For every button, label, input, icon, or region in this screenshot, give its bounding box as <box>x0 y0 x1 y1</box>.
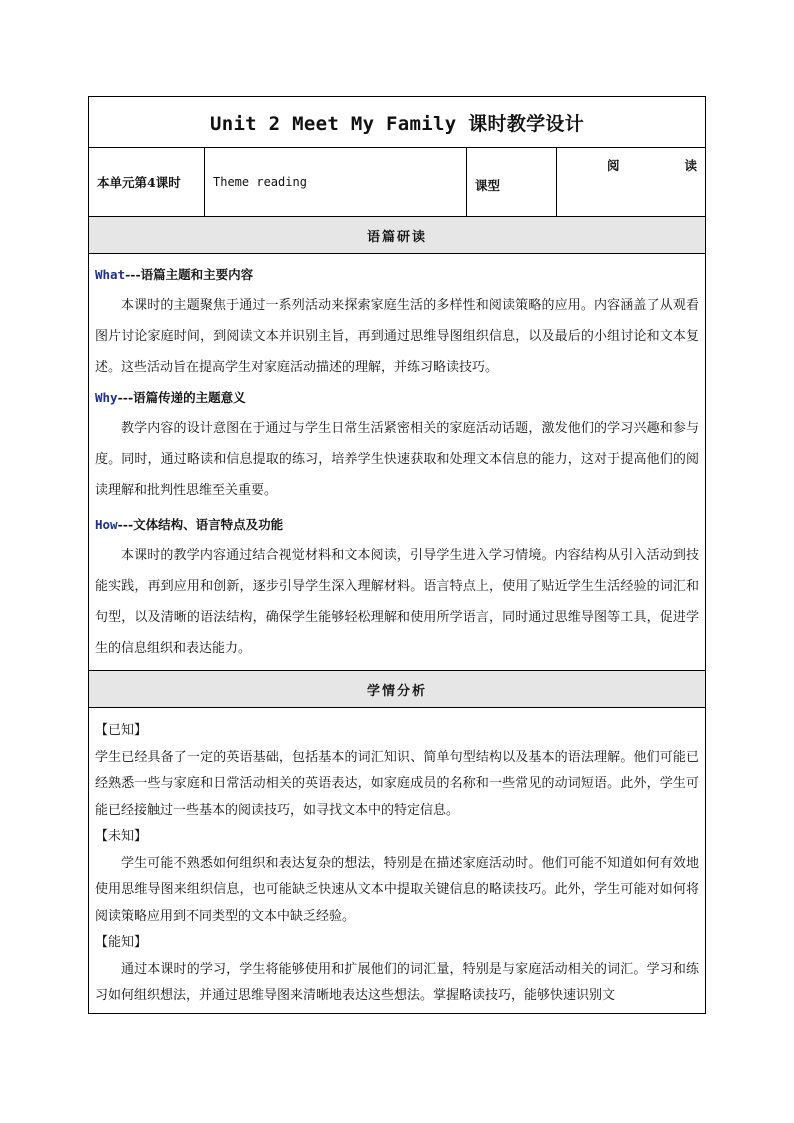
section-learner-analysis-body <box>89 708 705 1010</box>
why-heading <box>95 383 699 413</box>
lesson-type-value <box>557 148 705 216</box>
section-text-analysis-body <box>89 254 705 671</box>
known-heading: 【已知】 <box>95 723 148 738</box>
how-heading <box>95 510 699 540</box>
unknown-paragraph: 学生可能不熟悉如何组织和表达复杂的想法，特别是在描述家庭活动时。他们可能不知道如何有效地使用思维导图来组织信息，也可能缺乏快速从文本中提取关键信息的略读技巧。此外，学生可能对如何将阅读策略应用到不同类型的文本中缺乏经验。 <box>95 855 699 924</box>
why-paragraph: 教学内容的设计意图在于通过与学生日常生活紧密相关的家庭活动话题，激发他们的学习兴趣和参与度。同时，通过略读和信息提取的练习，培养学生快速获取和处理文本信息的能力，这对于提高他们的阅读理解和批判性思维至关重要。 <box>95 421 699 498</box>
lesson-type-label: 课型 <box>467 148 557 216</box>
lesson-plan-table <box>88 96 706 1014</box>
what-paragraph: 本课时的主题聚焦于通过一系列活动来探索家庭生活的多样性和阅读策略的应用。内容涵盖了从观看图片讨论家庭时间，到阅读文本并识别主旨，再到通过思维导图组织信息，以及最后的小组讨论和文本复述。这些活动旨在提高学生对家庭活动描述的理解，并练习略读技巧。 <box>95 298 699 375</box>
known-paragraph: 学生已经具备了一定的英语基础，包括基本的词汇知识、简单句型结构以及基本的语法理解。他们可能已经熟悉一些与家庭和日常活动相关的英语表达，如家庭成员的名称和一些常见的动词短语。此外，学生可能已经接触过一些基本的阅读技巧，如寻找文本中的特定信息。 <box>95 749 699 818</box>
how-heading-en: How <box>95 517 118 532</box>
unknown-heading: 【未知】 <box>95 829 148 844</box>
what-heading-en: What <box>95 267 126 282</box>
section-text-analysis-header: 语篇研读 <box>89 217 705 254</box>
how-heading-zh: ---文体结构、语言特点及功能 <box>117 517 284 532</box>
why-heading-zh: ---语篇传递的主题意义 <box>117 390 246 405</box>
how-paragraph: 本课时的教学内容通过结合视觉材料和文本阅读，引导学生进入学习情境。内容结构从引入活动到技能实践，再到应用和创新，逐步引导学生深入理解材料。语言特点上，使用了贴近学生生活经验的词汇和句型，以及清晰的语法结构，确保学生能够轻松理解和使用所学语言，同时通过思维导图等工具，促进学生的信息组织和表达能力。 <box>95 548 699 656</box>
able-heading: 【能知】 <box>95 935 148 950</box>
lesson-type-char-1: 阅 <box>607 158 620 173</box>
lesson-number-label: 本单元第4课时 <box>89 148 205 216</box>
why-heading-en: Why <box>95 390 118 405</box>
page-title: Unit 2 Meet My Family 课时教学设计 <box>89 97 705 148</box>
lesson-topic-value: Theme reading <box>205 148 467 216</box>
lesson-info-row <box>89 148 705 217</box>
what-heading <box>95 260 699 290</box>
lesson-type-char-2: 读 <box>684 158 697 173</box>
able-paragraph: 通过本课时的学习，学生将能够使用和扩展他们的词汇量，特别是与家庭活动相关的词汇。学习和练习如何组织想法，并通过思维导图来清晰地表达这些想法。掌握略读技巧，能够快速识别文 <box>95 961 699 1003</box>
what-heading-zh: ---语篇主题和主要内容 <box>125 267 254 282</box>
section-learner-analysis-header: 学情分析 <box>89 671 705 708</box>
